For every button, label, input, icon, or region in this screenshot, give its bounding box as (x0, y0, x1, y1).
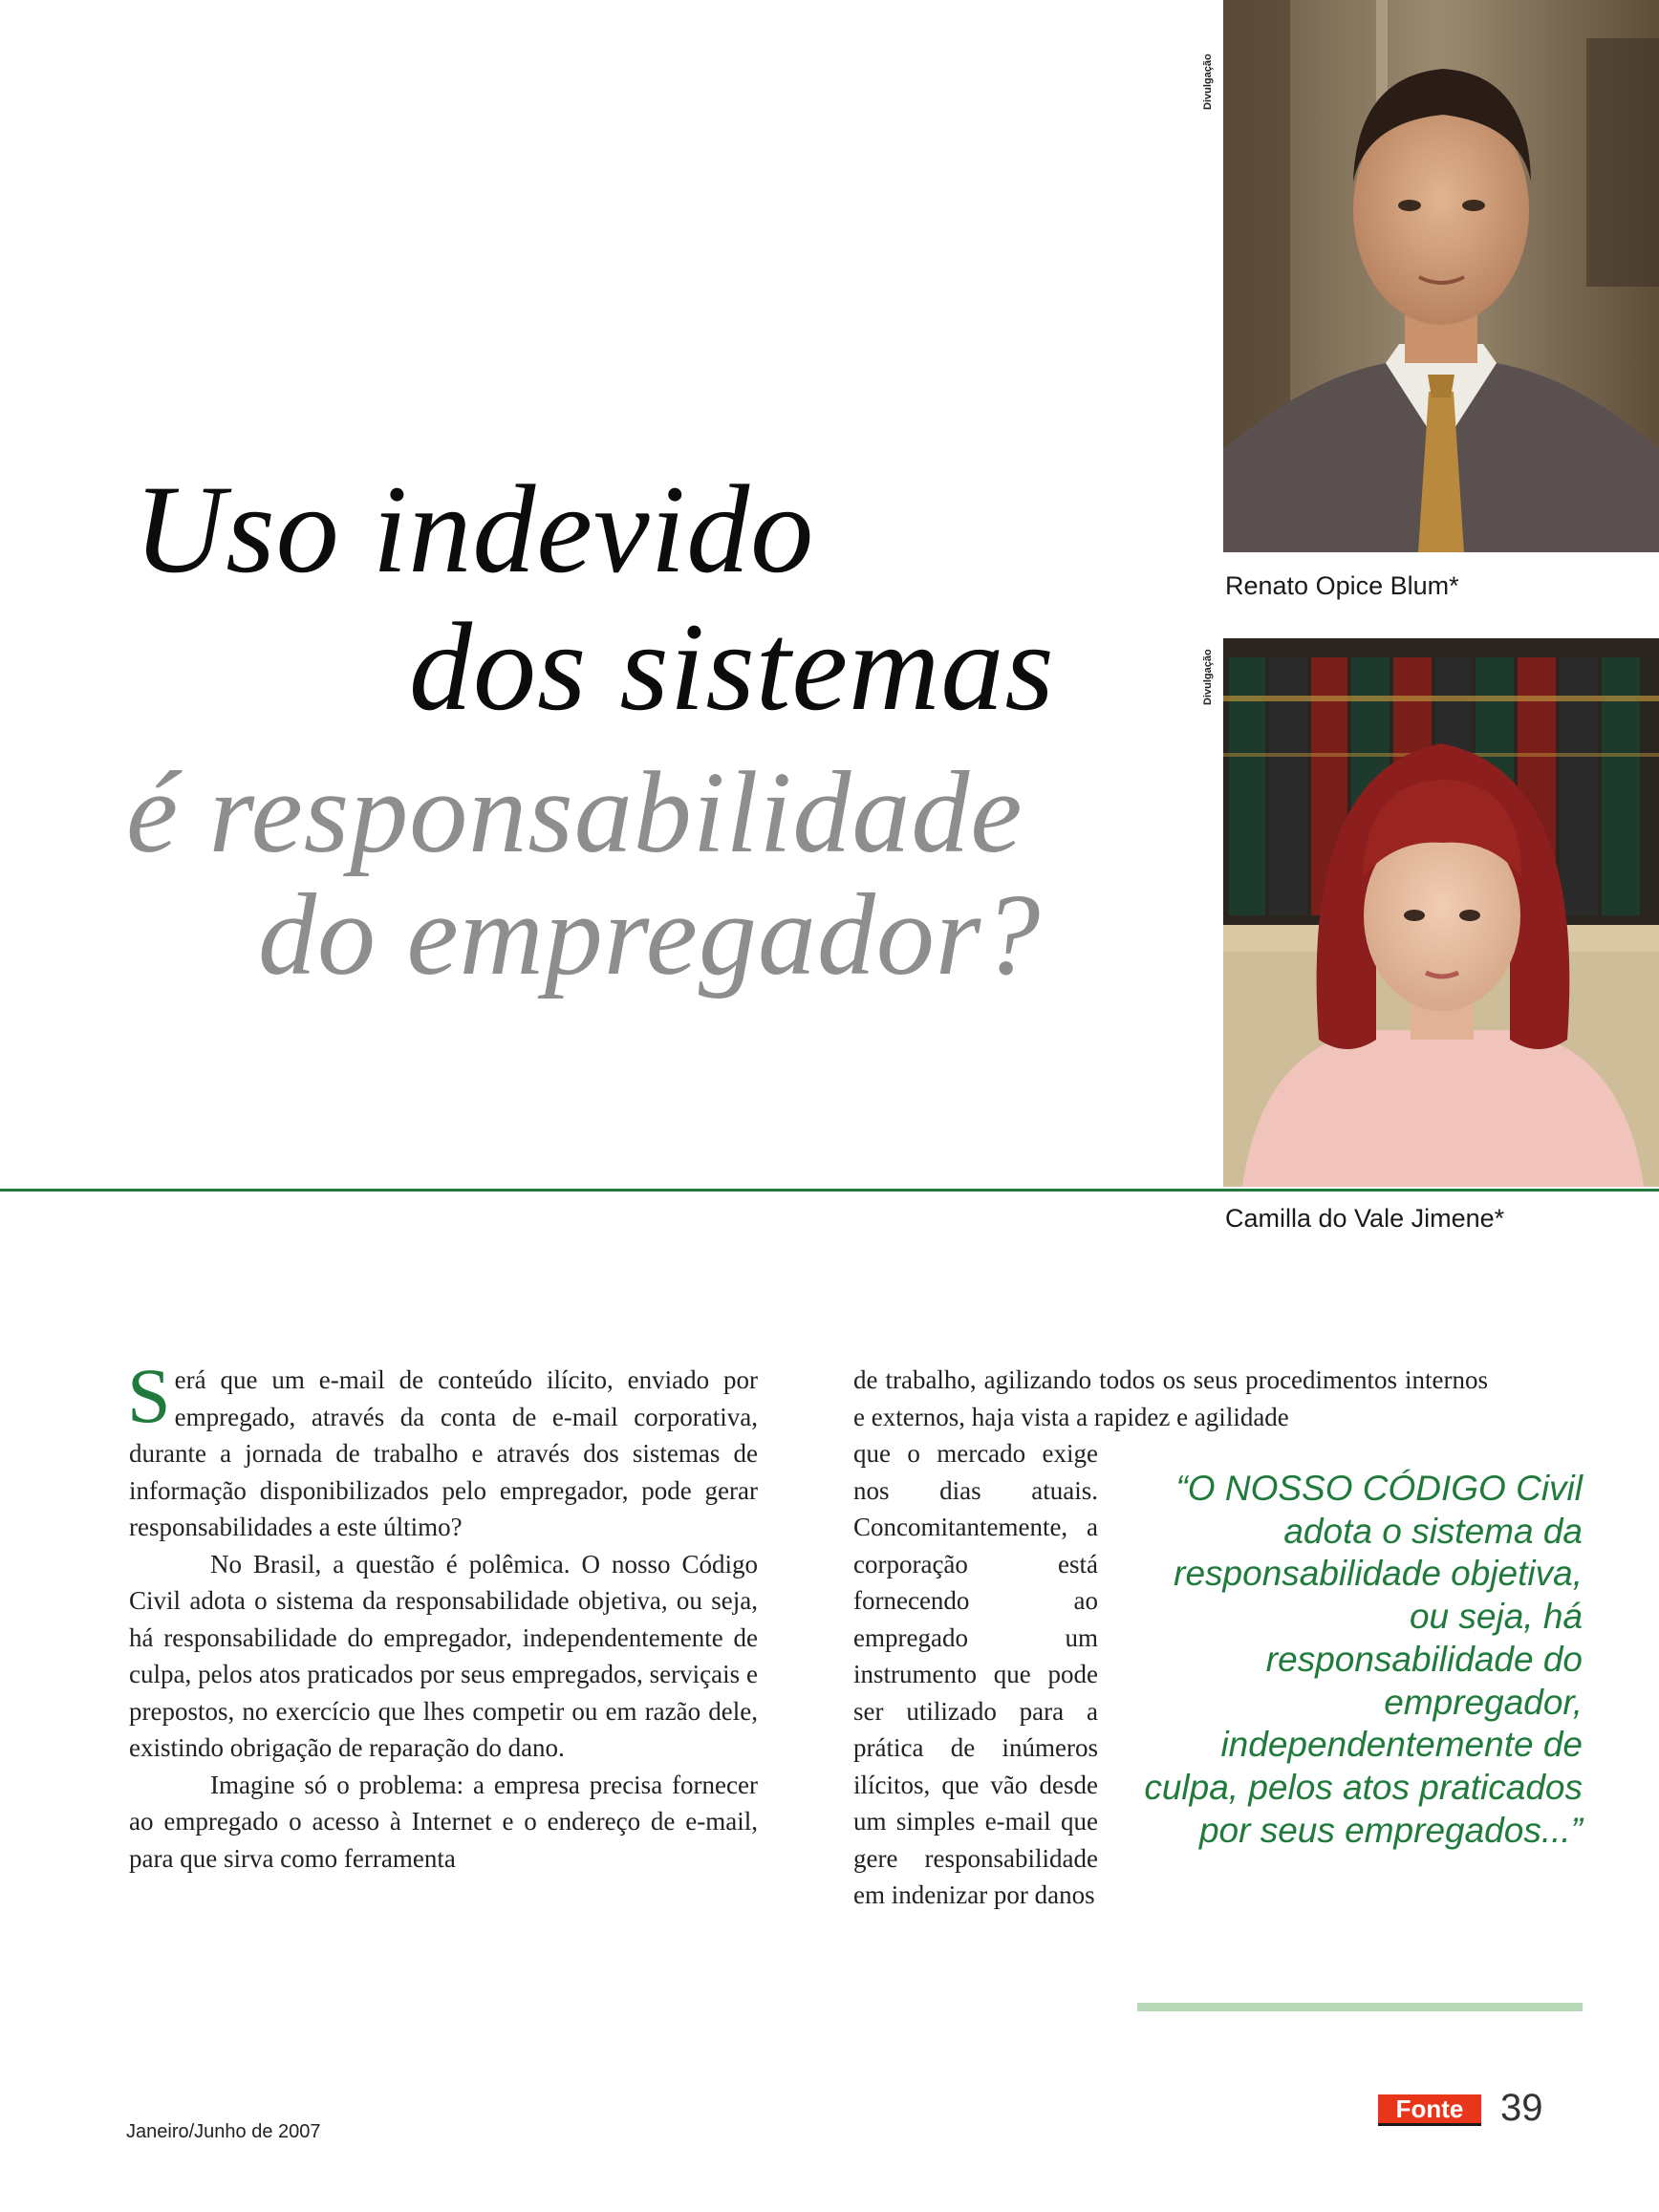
headline-line-1: Uso indevido (134, 459, 815, 599)
page-number: 39 (1500, 2087, 1543, 2129)
article-paragraph-3: Imagine só o problema: a empresa precisa fornecer ao empregado o acesso à Internet e o endereço de e-mail, para que sirva como ferramenta (129, 1770, 758, 1873)
issue-date: Janeiro/Junho de 2007 (126, 2121, 321, 2142)
article-paragraph-1-text: erá que um e-mail de conteúdo ilícito, enviado por empregado, através da conta de e-mail corporativa, durante a jornada de trabalho e através dos sistemas de informação disponibilizados pelo empregador, pode gerar responsabilidades a este último? (129, 1365, 758, 1541)
headline-line-4: do empregador? (258, 870, 1042, 999)
article-column-2-top: de trabalho, agilizando todos os seus procedimentos internos e externos, haja vista a rapidez e agilidade (853, 1365, 1488, 1431)
headline-line-3: é responsabilidade (126, 748, 1023, 877)
portrait-photo-camilla (1223, 638, 1659, 1187)
photo-caption-1: Renato Opice Blum* (1225, 571, 1459, 600)
pull-quote: “O NOSSO CÓDIGO Civil adota o sistema da responsabilidade objetiva, ou seja, há responsabilidade do empregador, independentemente de culpa, pelos atos praticados por seus empregados...” (1144, 1469, 1583, 1850)
pull-quote-rule (1137, 2003, 1583, 2011)
portrait-photo-renato (1223, 0, 1659, 552)
photo-caption-2: Camilla do Vale Jimene* (1225, 1204, 1505, 1233)
drop-cap: S (127, 1352, 171, 1439)
article-paragraph-1 (127, 1352, 758, 1546)
photo-credit-2: Divulgação (1202, 649, 1214, 705)
headline-line-2: dos sistemas (409, 596, 1055, 737)
article-paragraph-2: No Brasil, a questão é polêmica. O nosso Código Civil adota o sistema da responsabilidade objetiva, ou seja, há responsabilidade do empregador, independentemente de culpa, pelos atos praticados por seus empregados, serviçais e prepostos, no exercício que lhes competir ou em razão dele, existindo obrigação de reparação do dano. (129, 1549, 758, 1762)
photo-credit-1: Divulgação (1202, 54, 1214, 110)
article-column-2-narrow: que o mercado exige nos dias atuais. Concomitantemente, a corporação está fornecendo ao empregado um instrumento que pode ser utilizado para a prática de inúmeros ilícitos, que vão desde um simples e-mail que gere responsabilidade em indenizar por danos (853, 1439, 1098, 1909)
magazine-logo: Fonte (1378, 2094, 1481, 2126)
article-column-1 (127, 1352, 758, 1877)
section-rule (0, 1189, 1659, 1192)
